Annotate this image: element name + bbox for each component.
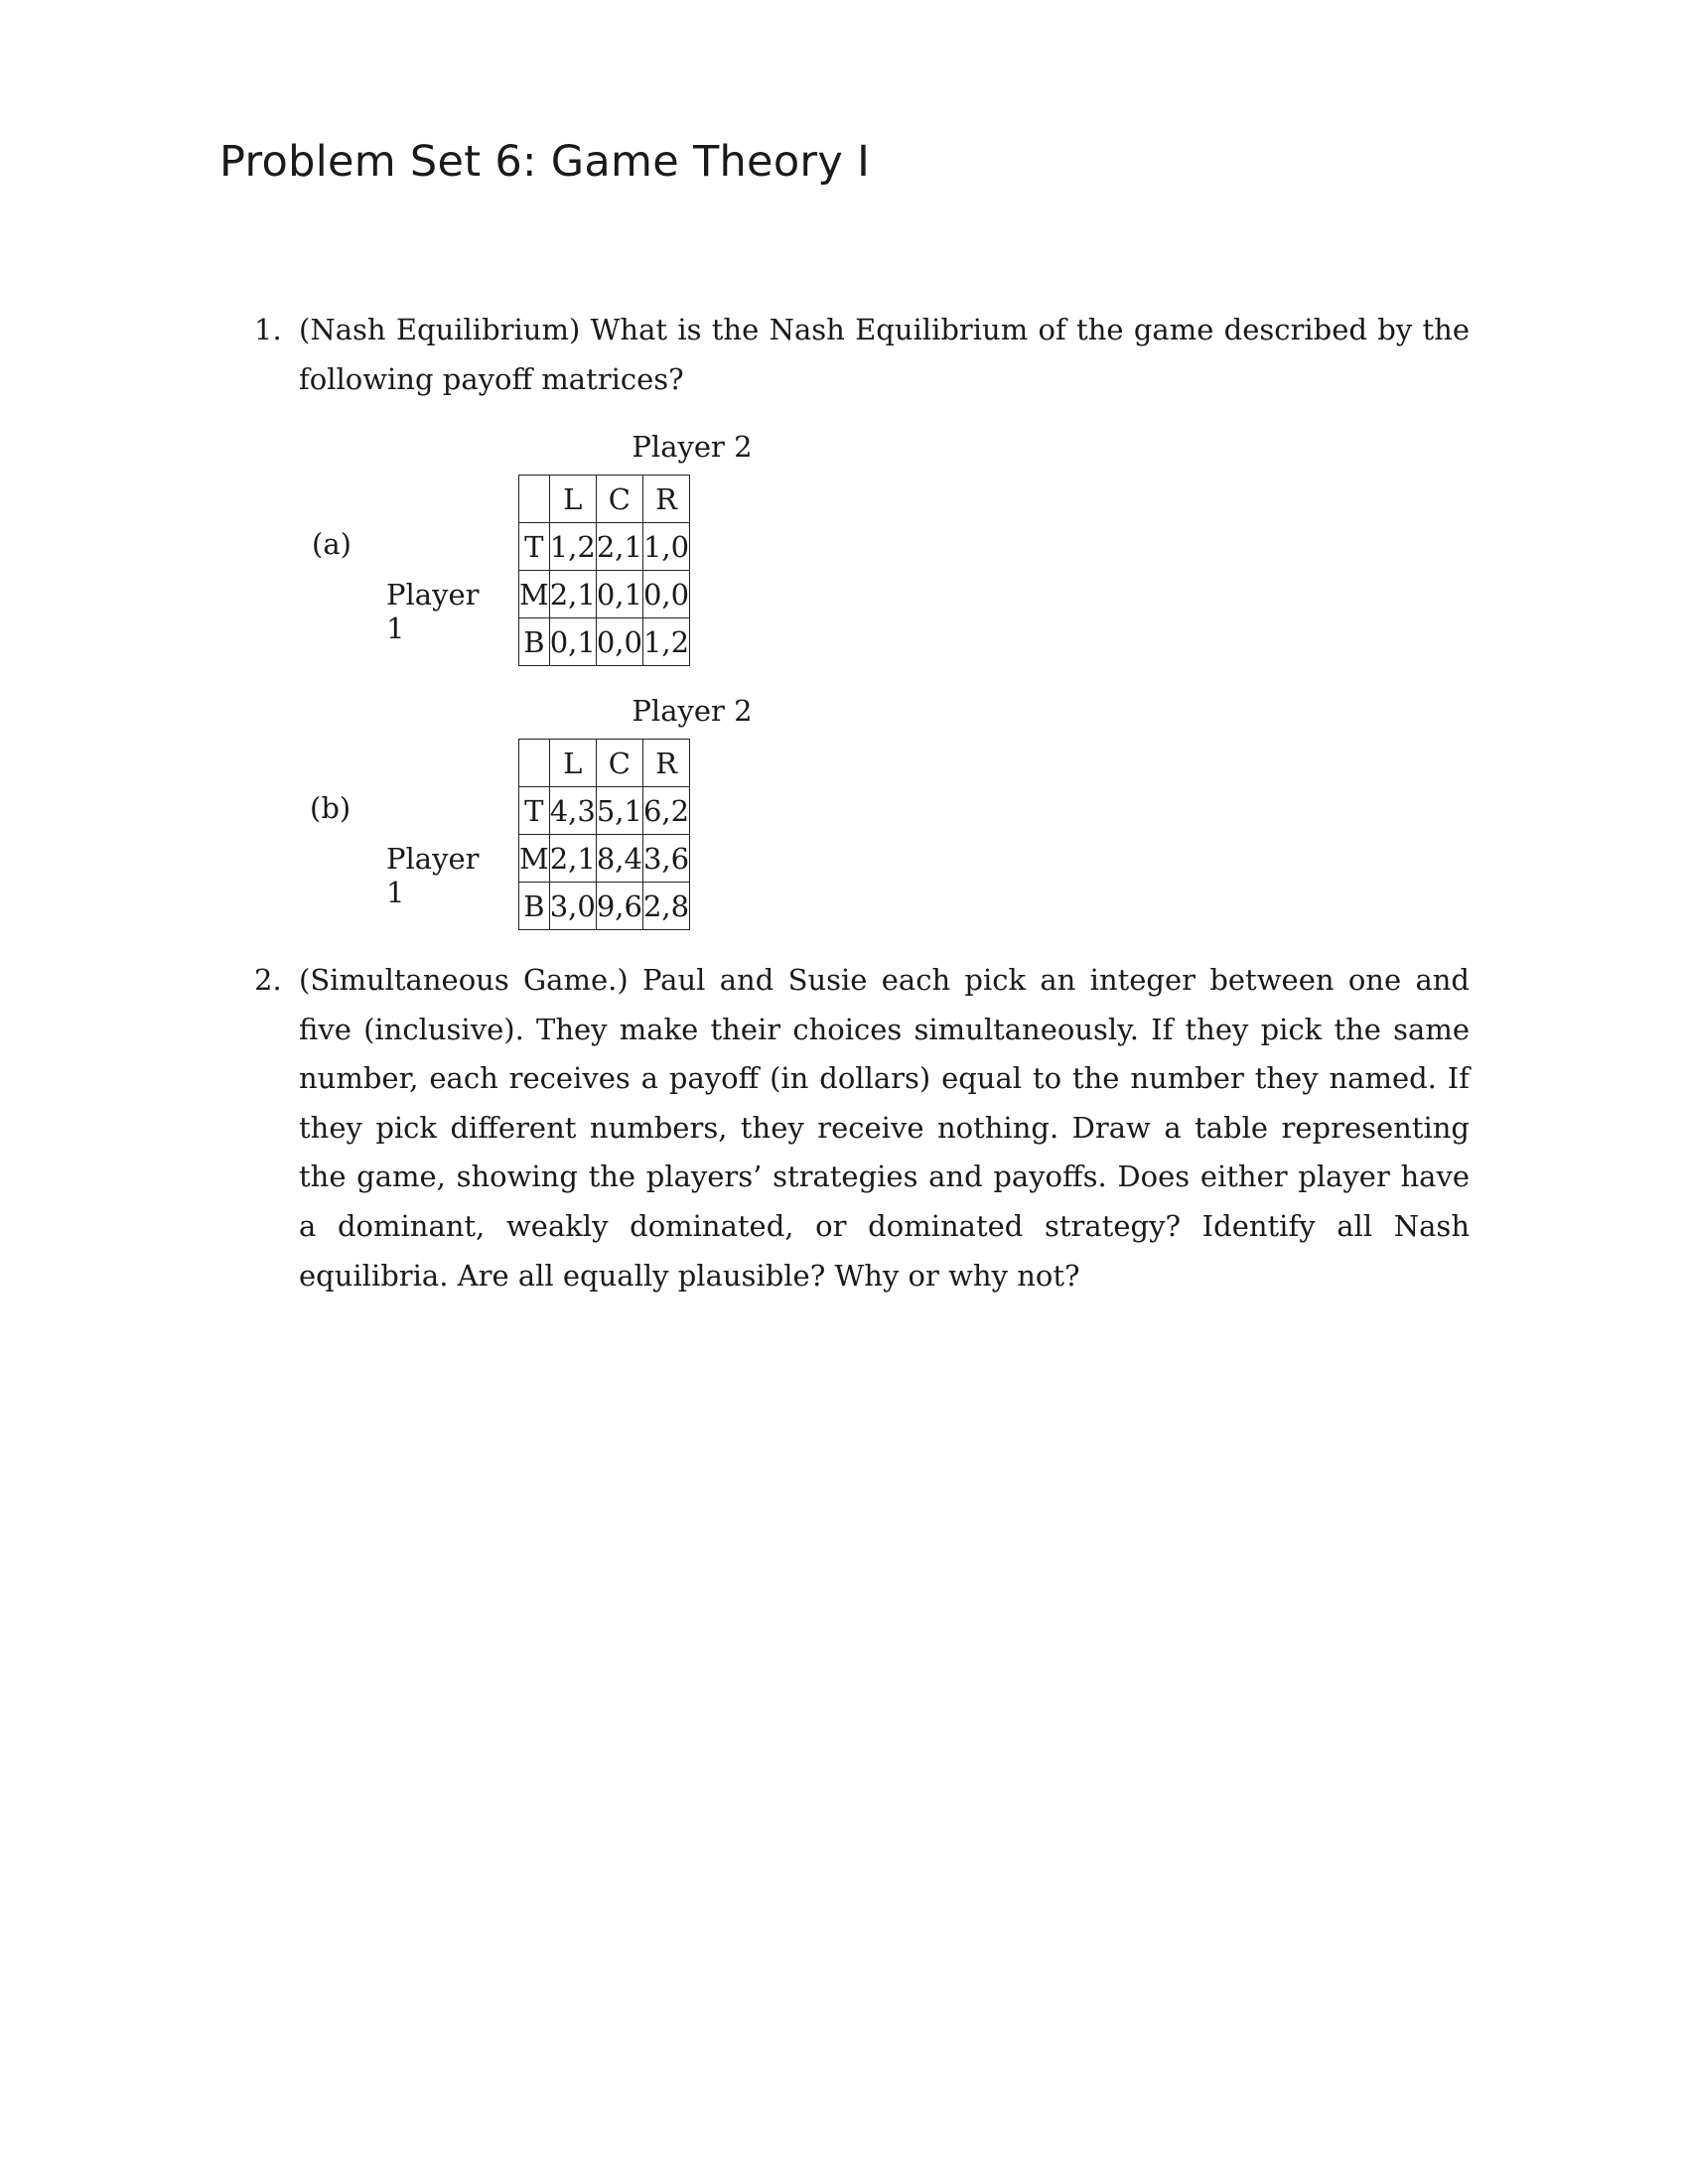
table-row [519, 571, 690, 618]
column-header: R [642, 740, 689, 787]
payoff-cell: 3,6 [642, 835, 689, 883]
header-row [519, 740, 690, 787]
corner-cell [519, 740, 550, 787]
page-title: Problem Set 6: Game Theory I [219, 137, 871, 187]
payoff-cell: 5,1 [596, 787, 642, 835]
payoff-cell: 9,6 [596, 883, 642, 930]
column-header: L [549, 740, 596, 787]
row-header: T [519, 787, 550, 835]
problem-number: 1. [254, 313, 282, 346]
matrix-label: (b) [310, 791, 352, 825]
corner-cell [519, 476, 550, 523]
problem-number: 2. [254, 963, 282, 997]
payoff-cell: 0,1 [549, 618, 596, 666]
column-header: R [642, 476, 689, 523]
payoff-table [518, 739, 690, 930]
column-player-label: Player 2 [632, 694, 753, 728]
payoff-cell: 6,2 [642, 787, 689, 835]
matrix-label: (a) [312, 527, 352, 561]
problem-1 [254, 306, 1470, 404]
row-player-label: Player 1 [386, 842, 480, 909]
problem-text: (Simultaneous Game.) Paul and Susie each pick an integer between one and five (inclusive). They make their choices simultaneously. If they pick the same number, each receives a payoff (in dollars) equal to the number they named. If they pick different numbers, they receive nothing. Draw a table representing the game, showing the players’ strategies and payoffs. Does either player have a dominant, weakly dominated, or dominated strategy? Identify all Nash equilibria. Are all equally plausible? Why or why not? [299, 963, 1470, 1293]
payoff-cell: 2,8 [642, 883, 689, 930]
column-player-label: Player 2 [632, 430, 753, 464]
column-header: C [596, 476, 642, 523]
payoff-cell: 1,0 [642, 523, 689, 571]
payoff-cell: 1,2 [549, 523, 596, 571]
payoff-cell: 0,1 [596, 571, 642, 618]
payoff-cell: 3,0 [549, 883, 596, 930]
row-header: B [519, 883, 550, 930]
column-header: L [549, 476, 596, 523]
problem-text: (Nash Equilibrium) What is the Nash Equilibrium of the game described by the following payoff matrices? [299, 313, 1470, 396]
payoff-cell: 2,1 [549, 835, 596, 883]
row-header: B [519, 618, 550, 666]
table-row [519, 523, 690, 571]
table-row [519, 835, 690, 883]
row-player-label: Player 1 [386, 578, 480, 645]
payoff-cell: 1,2 [642, 618, 689, 666]
row-header: M [519, 571, 550, 618]
payoff-table [518, 475, 690, 666]
payoff-cell: 0,0 [642, 571, 689, 618]
payoff-cell: 8,4 [596, 835, 642, 883]
table-row [519, 883, 690, 930]
payoff-cell: 2,1 [549, 571, 596, 618]
table-row [519, 787, 690, 835]
row-header: M [519, 835, 550, 883]
problem-2 [254, 956, 1470, 1300]
payoff-cell: 0,0 [596, 618, 642, 666]
row-header: T [519, 523, 550, 571]
column-header: C [596, 740, 642, 787]
table-row [519, 618, 690, 666]
payoff-cell: 2,1 [596, 523, 642, 571]
payoff-cell: 4,3 [549, 787, 596, 835]
header-row [519, 476, 690, 523]
